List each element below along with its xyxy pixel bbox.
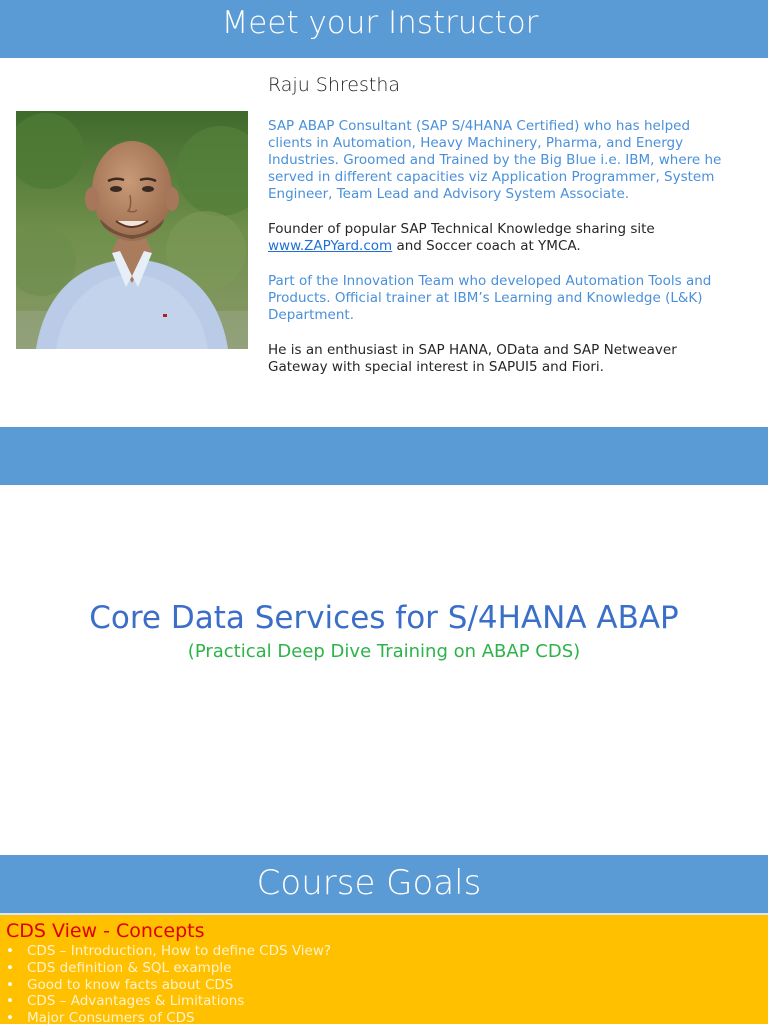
goal-item: • CDS – Advantages & Limitations — [0, 993, 768, 1010]
instructor-photo — [16, 111, 248, 349]
bio-founder-suffix: and Soccer coach at YMCA. — [392, 238, 581, 254]
bio-founder-text: Founder of popular SAP Technical Knowledge sharing site — [268, 221, 655, 237]
goal-item: • Good to know facts about CDS — [0, 977, 768, 994]
goal-item: • Major Consumers of CDS — [0, 1010, 768, 1027]
goals-header-band — [0, 855, 768, 913]
goal-item: • CDS definition & SQL example — [0, 960, 768, 977]
goal-item: • CDS – Introduction, How to define CDS View? — [0, 943, 768, 960]
instructor-section-title: Meet your Instructor — [221, 5, 539, 41]
course-title: Core Data Services for S/4HANA ABAP — [89, 600, 679, 636]
instructor-header-band — [0, 0, 768, 58]
goals-panel — [0, 913, 768, 1027]
divider-band — [0, 427, 768, 485]
bio-paragraph-innovation: Part of the Innovation Team who developed Automation Tools and Products. Official trainer at IBM’s Learning and Knowledge (L&K) Department. — [268, 273, 712, 323]
bio-paragraph-interests: He is an enthusiast in SAP HANA, OData and SAP Netweaver Gateway with special interest in SAPUI5 and Fiori. — [268, 342, 677, 375]
instructor-bio — [268, 72, 738, 394]
bio-paragraph-career: SAP ABAP Consultant (SAP S/4HANA Certified) who has helped clients in Automation, Heavy Machinery, Pharma, and Energy Industries. Groomed and Trained by the Big Blue i.e. IBM, where he served in different capacities viz Application Programmer, System Engineer, Team Lead and Advisory System Associate. — [268, 118, 722, 202]
goals-list — [0, 943, 768, 1027]
goals-section-title: Course Goals — [256, 863, 482, 903]
instructor-name: Raju Shrestha — [268, 74, 401, 96]
bio-paragraph-founder — [268, 221, 738, 255]
goals-heading: CDS View - Concepts — [6, 920, 205, 942]
zapyard-link[interactable]: www.ZAPYard.com — [268, 238, 393, 254]
course-subtitle: (Practical Deep Dive Training on ABAP CDS) — [187, 641, 581, 662]
